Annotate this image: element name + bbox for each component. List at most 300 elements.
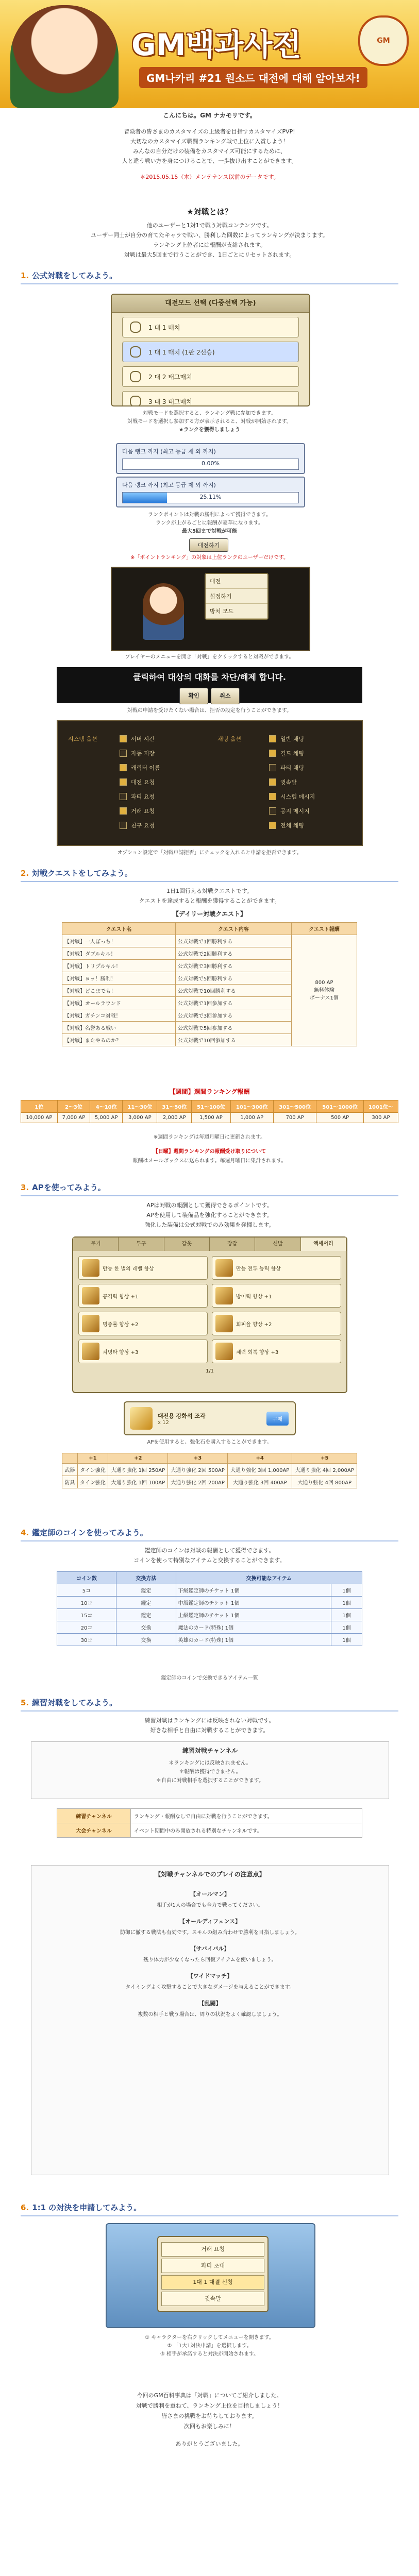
- quest-name: 【対戦】名誉ある戦い: [62, 1022, 176, 1034]
- table-header: +2: [108, 1453, 168, 1464]
- coin-table: [57, 1571, 362, 1646]
- intro-line: 人と違う戦い方を身につけることで、一歩抜け出すことができます。: [122, 158, 297, 164]
- quest-name: 【対戦】ガチンコ対戦！: [62, 1009, 176, 1022]
- notice-buttons: [57, 688, 362, 704]
- setting-group-label: 시스템 옵션: [68, 736, 97, 742]
- tip-title: 【乱闘】: [198, 2000, 222, 2007]
- intro-date-note: ＊2015.05.15（木）メンテナンス以前のデータです。: [140, 174, 279, 180]
- checkbox-icon[interactable]: [120, 764, 127, 771]
- caption-line: ② 「1大1対決申請」を選択します。: [167, 2343, 252, 2349]
- panel-line: ＊ランキングには反映されません。: [169, 1760, 252, 1766]
- setting-row[interactable]: [217, 746, 351, 760]
- caption-line: ③ 相手が承諾すると対決が開始されます。: [160, 2351, 259, 2357]
- exchange-item: 中級鑑定師のチケット 1個: [176, 1597, 331, 1609]
- item-label: 공격력 향상 +1: [103, 1294, 139, 1300]
- setting-label: 서버 시간: [131, 736, 155, 742]
- caption: ※週間ランキングは毎週月曜日に更新されます。: [153, 1134, 266, 1140]
- intro-line: 大切なのカスタマイズ戦闘ランキング戦で上位に入賞しよう！: [130, 138, 289, 145]
- item-label: 체력 회복 향상 +3: [236, 1349, 279, 1355]
- tip-text: 残り体力が少なくなったら回復アイテムを使いましょう。: [143, 1957, 277, 1963]
- checkbox-icon[interactable]: [269, 750, 276, 757]
- heading-label: 鑑定師のコインを使ってみよう。: [32, 1528, 148, 1537]
- item-label: 방어력 향상 +1: [236, 1294, 272, 1300]
- channel-name: 大会チャンネル: [57, 1823, 131, 1838]
- exchange-qty: 1個: [331, 1609, 362, 1621]
- heading-number: 3.: [21, 1183, 29, 1192]
- table-row: [62, 1464, 357, 1476]
- heading-number: 6.: [21, 2203, 29, 2212]
- item-icon: [82, 1287, 99, 1304]
- setting-label: 길드 채팅: [280, 750, 305, 757]
- quest-desc: 公式対戦で5回参加する: [175, 1022, 291, 1034]
- caption-line: ★ランクを獲得しましょう: [179, 427, 240, 433]
- option-label: 1 대 1 매치 (1판 2선승): [148, 348, 215, 356]
- caption-line: ランクが上がるごとに報酬が豪華になります。: [156, 520, 263, 526]
- radio-icon: [130, 346, 141, 358]
- option-settings-window: [57, 720, 363, 846]
- equipment-tab[interactable]: 액세서리: [301, 1238, 346, 1251]
- table-header: +3: [168, 1453, 228, 1464]
- checkbox-icon[interactable]: [120, 822, 127, 829]
- table-cell: 大通り強化 2回 200AP: [168, 1476, 228, 1488]
- tip-title: 【オールディフェンス】: [179, 1918, 241, 1925]
- item-label: 명중률 향상 +2: [103, 1321, 139, 1328]
- setting-row[interactable]: [68, 818, 202, 833]
- outro-line: 次回もお楽しみに！: [184, 2423, 235, 2430]
- tip-title: 【ワイドマッチ】: [187, 1973, 233, 1979]
- banner-character-image: [10, 5, 119, 108]
- table-cell: 700 AP: [273, 1113, 316, 1123]
- checkbox-icon[interactable]: [269, 778, 276, 786]
- exchange-method: 鑑定: [116, 1597, 176, 1609]
- table-cell: 大通り強化 2回 500AP: [168, 1464, 228, 1476]
- setting-row[interactable]: [68, 760, 202, 775]
- quest-desc: 公式対戦で1回参加する: [175, 997, 291, 1009]
- caption-red: ※「ポイントランキング」の対象は上位ランクのユーザーだけです。: [130, 555, 289, 561]
- table-header: 1位: [21, 1100, 58, 1113]
- intro-line: 冒険者の皆さまのカスタマイズの上級者を目指すカスタマイズPVP!: [124, 128, 295, 135]
- body-line: クエストを達成すると報酬を獲得することができます。: [139, 897, 280, 904]
- checkbox-icon[interactable]: [120, 750, 127, 757]
- context-menu-item-trade[interactable]: 거래 요청: [161, 2242, 264, 2257]
- exchange-item: 下級鑑定師のチケット 1個: [176, 1584, 331, 1597]
- caption-line: 対戦モードを選択すると、ランキング戦に参加できます。: [143, 411, 276, 416]
- exchange-qty: 1個: [331, 1597, 362, 1609]
- heading-number: 2.: [21, 869, 29, 878]
- checkbox-icon[interactable]: [269, 793, 276, 800]
- checkbox-icon[interactable]: [269, 764, 276, 771]
- table-header: クエスト内容: [175, 923, 291, 935]
- exchange-qty: 1個: [331, 1634, 362, 1646]
- match-option-1v1-bo3[interactable]: [122, 342, 299, 362]
- setting-label: 거래 요청: [131, 808, 155, 815]
- caption-line: 最大5回まで対戦が可能: [182, 529, 237, 534]
- setting-row[interactable]: [217, 789, 351, 804]
- equipment-item[interactable]: [78, 1284, 208, 1308]
- setting-label: 시스템 메시지: [280, 793, 315, 800]
- quest-desc: 公式対戦で5回勝利する: [175, 972, 291, 985]
- enhance-stone-icon: [130, 1407, 153, 1430]
- setting-row[interactable]: [68, 789, 202, 804]
- panel-header: 【対戦チャンネルでのプレイの注意点】: [155, 1871, 265, 1878]
- equipment-tab[interactable]: 무기: [73, 1238, 119, 1251]
- caption: 対戦の申請を受けたくない場合は、拒否の設定を行うことができます。: [127, 708, 292, 714]
- panel-line: ＊報酬は獲得できません。: [179, 1769, 241, 1775]
- option-label: 3 대 3 태그매치: [148, 398, 192, 405]
- tip-text: 防御に徹する戦法も有効です。スキルの組み合わせで勝利を目指しましょう。: [120, 1930, 300, 1936]
- quest-reward: 800 AP 無料体験 ボーナス1個: [291, 935, 357, 1046]
- match-button[interactable]: 대전하기: [189, 538, 229, 552]
- match-option-1v1[interactable]: [122, 317, 299, 337]
- outro: [21, 2391, 398, 2449]
- caption-red: 【日曜】週間ランキングの報酬受け取りについて: [153, 1149, 266, 1155]
- setting-group-label: 채팅 옵션: [217, 736, 242, 742]
- table-header: クエスト報酬: [291, 923, 357, 935]
- table-header: 101〜300位: [230, 1100, 273, 1113]
- exchange-item: 魔法のカード(特殊) 1個: [176, 1621, 331, 1634]
- table-cell: タイン強化: [77, 1464, 108, 1476]
- table-row: [57, 1584, 362, 1597]
- table-cell: 大通り強化 3回 400AP: [227, 1476, 292, 1488]
- table-cell: 7,000 AP: [57, 1113, 90, 1123]
- rank-progress-track: [122, 459, 299, 470]
- tips-list: [31, 1890, 389, 2019]
- tip-block: [47, 1917, 373, 1937]
- channel-desc: イベント期間中のみ開放される特別なチャンネルです。: [131, 1823, 362, 1838]
- item-icon: [82, 1259, 99, 1277]
- quest-table: [62, 922, 357, 1046]
- page-indicator: 1/1: [205, 1368, 214, 1374]
- heading-quests: [21, 866, 398, 882]
- rank-progress-box: [116, 443, 305, 474]
- signoff: ありがとうございました。: [175, 2441, 244, 2447]
- match-mode-panel: [111, 294, 310, 406]
- caption: 報酬はメールボックスに送られます。毎週月曜日に集計されます。: [132, 1158, 287, 1164]
- setting-label: 전체 채팅: [280, 822, 305, 829]
- caption: プレイヤーのメニューを開き「対戦」をクリックすると対戦ができます。: [125, 654, 294, 660]
- section-title-what-is-pvp: ★対戦とは？: [187, 207, 232, 216]
- rank-progress-track: [122, 492, 299, 503]
- context-menu-item-idle[interactable]: 방치 모드: [206, 604, 267, 619]
- equipment-tabs: [73, 1238, 346, 1251]
- quest-desc: 公式対戦で10回勝利する: [175, 985, 291, 997]
- intro: [21, 111, 398, 182]
- setting-row[interactable]: [68, 775, 202, 789]
- tip-title: 【サバイバル】: [190, 1945, 230, 1952]
- body-line: ユーザー同士が自分の育てたキャラで戦い、勝利した回数によってランキングが決まります。: [91, 232, 328, 239]
- equipment-grid: [73, 1251, 346, 1368]
- heading-number: 1.: [21, 271, 29, 280]
- panel-line: ＊自由に対戦相手を選択することができます。: [156, 1778, 264, 1784]
- setting-label: 친구 요청: [131, 822, 155, 829]
- banner-title: GM백과사전: [131, 27, 301, 62]
- caption: APを使用すると、強化石を購入することができます。: [147, 1439, 272, 1445]
- block-notice-bar: [57, 667, 362, 703]
- setting-label: 대전 요청: [131, 779, 155, 786]
- equipment-tab[interactable]: 장갑: [210, 1238, 255, 1251]
- caption-line: ① キャラクターを右クリックしてメニューを開きます。: [145, 2335, 274, 2341]
- tip-block: [47, 1999, 373, 2019]
- exchange-method: 交換: [116, 1621, 176, 1634]
- heading-label: 1:1 の対決を申請してみよう。: [32, 2203, 142, 2212]
- coin-count: 20コ: [57, 1621, 116, 1634]
- table-row: [57, 1823, 362, 1838]
- match-option-3v3[interactable]: [122, 391, 299, 406]
- setting-row[interactable]: [217, 818, 351, 833]
- quest-name: 【対戦】ダブルキル！: [62, 947, 176, 960]
- rank-progress-label: 다음 랭크 까지 (최고 등급 제 외 까지): [122, 448, 216, 455]
- table-header: 31〜50位: [157, 1100, 192, 1113]
- checkbox-icon[interactable]: [269, 807, 276, 815]
- checkbox-icon[interactable]: [269, 735, 276, 742]
- table-cell: 大通り強化 1回 100AP: [108, 1476, 168, 1488]
- table-cell: タイン強化: [77, 1476, 108, 1488]
- table-header: 交換方法: [116, 1572, 176, 1584]
- checkbox-icon[interactable]: [269, 822, 276, 829]
- tip-block: [47, 1972, 373, 1992]
- tip-block: [47, 1944, 373, 1964]
- equipment-tab[interactable]: 신발: [255, 1238, 300, 1251]
- checkbox-icon[interactable]: [120, 793, 127, 800]
- section-body: [31, 886, 388, 906]
- table-header: 51〜100位: [192, 1100, 230, 1113]
- context-menu-item-whisper[interactable]: 귓속말: [161, 2292, 264, 2306]
- confirm-button[interactable]: 확인: [179, 688, 208, 704]
- practice-channel-panel: [31, 1741, 389, 1799]
- duel-context-menu: [157, 2236, 269, 2312]
- coin-count: 5コ: [57, 1584, 116, 1597]
- tip-text: 複数の相手と戦う場合は、周りの状況をよく確認しましょう。: [138, 2012, 282, 2018]
- quest-name: 【対戦】どこまでも！: [62, 985, 176, 997]
- quest-name: 【対戦】トリプルキル！: [62, 960, 176, 972]
- table-header-row: [62, 1453, 357, 1464]
- settings-column-system: [68, 732, 202, 833]
- table-header: 交換可能なアイテム: [176, 1572, 362, 1584]
- heading-practice: [21, 1695, 398, 1711]
- table-cell: 1,000 AP: [230, 1113, 273, 1123]
- table-row: [21, 1113, 398, 1123]
- body-line: 練習対戦はランキングには反映されない対戦です。: [144, 1717, 275, 1724]
- buy-button[interactable]: 구매: [266, 1412, 289, 1426]
- enhance-stone-name: 대전용 강화석 조각: [158, 1412, 206, 1419]
- table-row: [57, 1609, 362, 1621]
- item-icon: [215, 1315, 233, 1332]
- table-row: [57, 1809, 362, 1823]
- table-row: [57, 1597, 362, 1609]
- enhance-stone-panel: [124, 1401, 296, 1435]
- setting-row[interactable]: [217, 775, 351, 789]
- item-icon: [82, 1315, 99, 1332]
- item-icon: [82, 1343, 99, 1360]
- rank-reward-table: [21, 1100, 398, 1123]
- exchange-item: 英雄のカード(特殊) 1個: [176, 1634, 331, 1646]
- tip-block: [47, 1890, 373, 1910]
- equipment-tab[interactable]: 갑옷: [164, 1238, 210, 1251]
- table-header: +1: [77, 1453, 108, 1464]
- caption: [21, 410, 398, 434]
- context-menu-item-pvp[interactable]: 대전: [206, 574, 267, 589]
- table-cell: 2,000 AP: [157, 1113, 192, 1123]
- context-menu-item-settings[interactable]: 설정하기: [206, 589, 267, 604]
- equipment-item[interactable]: [212, 1312, 341, 1335]
- table-cell: 大通り強化 1回 250AP: [108, 1464, 168, 1476]
- row-header: 武器: [62, 1464, 78, 1476]
- option-label: 2 대 2 태그매치: [148, 373, 192, 381]
- outro-line: 今回のGM百科事典は「対戦」についてご紹介しました。: [137, 2392, 282, 2399]
- rank-progress-value: 0.00%: [202, 460, 220, 467]
- quest-name: 【対戦】一人ぼっち！: [62, 935, 176, 947]
- item-label: 만능 한 벌의 레벨 향상: [103, 1266, 154, 1272]
- block-notice-text: 클릭하여 대상의 대화를 차단/해제 합니다.: [133, 672, 286, 682]
- rank-progress-box: [116, 477, 305, 507]
- equipment-item[interactable]: [78, 1312, 208, 1335]
- section-body: [31, 1200, 388, 1230]
- character-sprite[interactable]: [143, 583, 184, 640]
- table-header: +5: [292, 1453, 357, 1464]
- table-row: [57, 1621, 362, 1634]
- game-screen: [111, 567, 310, 651]
- table-header: クエスト名: [62, 923, 176, 935]
- table-cell: 3,000 AP: [123, 1113, 157, 1123]
- table-header: 2〜3位: [57, 1100, 90, 1113]
- intro-line: みんなの自分だけの装備をカスタマイズ可能にするために、: [133, 148, 286, 155]
- setting-row[interactable]: [68, 746, 202, 760]
- body-line: コインを使って特別なアイテムと交換することができます。: [133, 1557, 286, 1564]
- outro-line: 対戦で勝利を重ねて、ランキング上位を目指しましょう！: [136, 2402, 283, 2409]
- setting-row[interactable]: [217, 732, 351, 746]
- caption-line: ランクポイントは対戦の勝利によって獲得できます。: [148, 512, 271, 518]
- heading-label: APを使ってみよう。: [32, 1183, 106, 1192]
- exchange-method: 交換: [116, 1634, 176, 1646]
- quest-desc: 公式対戦で1回勝利する: [175, 935, 291, 947]
- table-row: [62, 1476, 357, 1488]
- radio-icon: [130, 396, 141, 406]
- table-cell: 大通り強化 3回 1,000AP: [227, 1464, 292, 1476]
- setting-label: 캐릭터 이름: [131, 765, 160, 771]
- setting-row[interactable]: [217, 804, 351, 818]
- equipment-tab[interactable]: 투구: [119, 1238, 164, 1251]
- caption-line: 対戦モードを選択し参加する方が表示されると、対戦が開始されます。: [127, 419, 292, 425]
- channel-name: 練習チャンネル: [57, 1809, 131, 1823]
- table-body: [57, 1584, 362, 1646]
- table-header: [62, 1453, 78, 1464]
- table-header: 301〜500位: [273, 1100, 316, 1113]
- body-line: ランキング上位者には報酬が支給されます。: [153, 242, 266, 248]
- quest-desc: 公式対戦で3回参加する: [175, 1009, 291, 1022]
- body-line: 他のユーザーと1対1で戦う対戦コンテンツです。: [146, 222, 273, 229]
- table-cell: 大通り強化 4回 2,000AP: [292, 1464, 357, 1476]
- quest-table-title: 【デイリー対戦クエスト】: [173, 910, 246, 918]
- setting-row[interactable]: [217, 760, 351, 775]
- table-cell: 300 AP: [363, 1113, 398, 1123]
- item-icon: [215, 1259, 233, 1277]
- settings-column-chat: [217, 732, 351, 833]
- context-menu-item-party[interactable]: 파티 초대: [161, 2259, 264, 2273]
- heading-ap: [21, 1180, 398, 1196]
- checkbox-icon[interactable]: [120, 735, 127, 742]
- coin-count: 30コ: [57, 1634, 116, 1646]
- exchange-method: 鑑定: [116, 1584, 176, 1597]
- cancel-button[interactable]: 취소: [211, 688, 239, 704]
- body-line: 好きな相手と自由に対戦することができます。: [150, 1727, 269, 1734]
- channel-desc: ランキング・報酬なしで自由に対戦を行うことができます。: [131, 1809, 362, 1823]
- panel-header: 練習対戦チャンネル: [182, 1747, 238, 1754]
- equipment-item[interactable]: [212, 1256, 341, 1280]
- setting-label: 일반 채팅: [280, 736, 305, 742]
- item-label: 치명타 향상 +3: [103, 1349, 139, 1355]
- table-cell: 大通り強化 4回 800AP: [292, 1476, 357, 1488]
- quest-table-body: [62, 935, 357, 1046]
- setting-row[interactable]: [68, 732, 202, 746]
- table-header-row: [21, 1100, 398, 1113]
- equipment-item[interactable]: [212, 1284, 341, 1308]
- heading-duel: [21, 2200, 398, 2216]
- heading-number: 4.: [21, 1528, 29, 1537]
- quest-desc: 公式対戦で2回勝利する: [175, 947, 291, 960]
- checkbox-icon[interactable]: [120, 807, 127, 815]
- match-option-2v2[interactable]: [122, 366, 299, 387]
- table-header: +4: [227, 1453, 292, 1464]
- section-body: [31, 1716, 388, 1735]
- caption: [21, 511, 398, 536]
- body-line: 対戦は最大5回まで行うことができ、1日ごとにリセットされます。: [124, 251, 295, 258]
- body-line: 強化した装備は公式対戦でのみ効果を発揮します。: [144, 1222, 275, 1228]
- equipment-window: [72, 1236, 347, 1393]
- section-body: [31, 1546, 388, 1565]
- body-line: 鑑定師のコインは対戦の報酬として獲得できます。: [144, 1547, 275, 1554]
- quest-name: 【対戦】またやるのか？: [62, 1034, 176, 1046]
- enhance-stone-count: x 12: [158, 1419, 169, 1426]
- table-cell: 10,000 AP: [21, 1113, 58, 1123]
- section-body: [31, 221, 388, 260]
- setting-label: 공지 메시지: [280, 808, 310, 815]
- tip-text: タイミングよく攻撃することで大きなダメージを与えることができます。: [125, 1985, 295, 1990]
- context-menu-item-duel[interactable]: 1대 1 대결 신청: [161, 2275, 264, 2290]
- setting-label: 파티 채팅: [280, 765, 305, 771]
- quest-desc: 公式対戦で3回勝利する: [175, 960, 291, 972]
- banner-subtitle: GM나카리 #21 원소드 대전에 대해 알아보자!: [139, 67, 367, 88]
- banner-badge: GM: [358, 15, 409, 66]
- caption: オプション設定で「対戦申請拒否」にチェックを入れると申請を拒否できます。: [117, 850, 302, 856]
- equipment-item[interactable]: [78, 1256, 208, 1280]
- body-line: APを使用して装備品を強化することができます。: [146, 1212, 273, 1218]
- match-button-wrap: [170, 538, 247, 552]
- channel-table: [57, 1808, 362, 1838]
- equipment-item[interactable]: [78, 1340, 208, 1363]
- heading-number: 5.: [21, 1698, 29, 1707]
- heading-label: 練習対戦をしてみよう。: [32, 1698, 118, 1707]
- table-body: [62, 1464, 357, 1488]
- table-header: 1001位〜: [363, 1100, 398, 1113]
- body-line: 1日1回行える対戦クエストです。: [166, 888, 253, 894]
- intro-greeting: こんにちは。GM ナカモリです。: [163, 112, 256, 119]
- rank-reward-title: 【週間】週間ランキング報酬: [169, 1088, 250, 1095]
- exchange-qty: 1個: [331, 1584, 362, 1597]
- heading-label: 対戦クエストをしてみよう。: [32, 869, 132, 878]
- quest-desc: 公式対戦で10回参加する: [175, 1034, 291, 1046]
- table-header: コイン数: [57, 1572, 116, 1584]
- setting-row[interactable]: [68, 804, 202, 818]
- ap-enhance-table: [62, 1453, 357, 1488]
- caption: [21, 2334, 398, 2359]
- table-row: [57, 1634, 362, 1646]
- rank-progress-label: 다음 랭크 까지 (최고 등급 제 외 까지): [122, 482, 216, 488]
- item-icon: [215, 1287, 233, 1304]
- equipment-item[interactable]: [212, 1340, 341, 1363]
- checkbox-icon[interactable]: [120, 778, 127, 786]
- setting-label: 파티 요청: [131, 793, 155, 800]
- coin-count: 15コ: [57, 1609, 116, 1621]
